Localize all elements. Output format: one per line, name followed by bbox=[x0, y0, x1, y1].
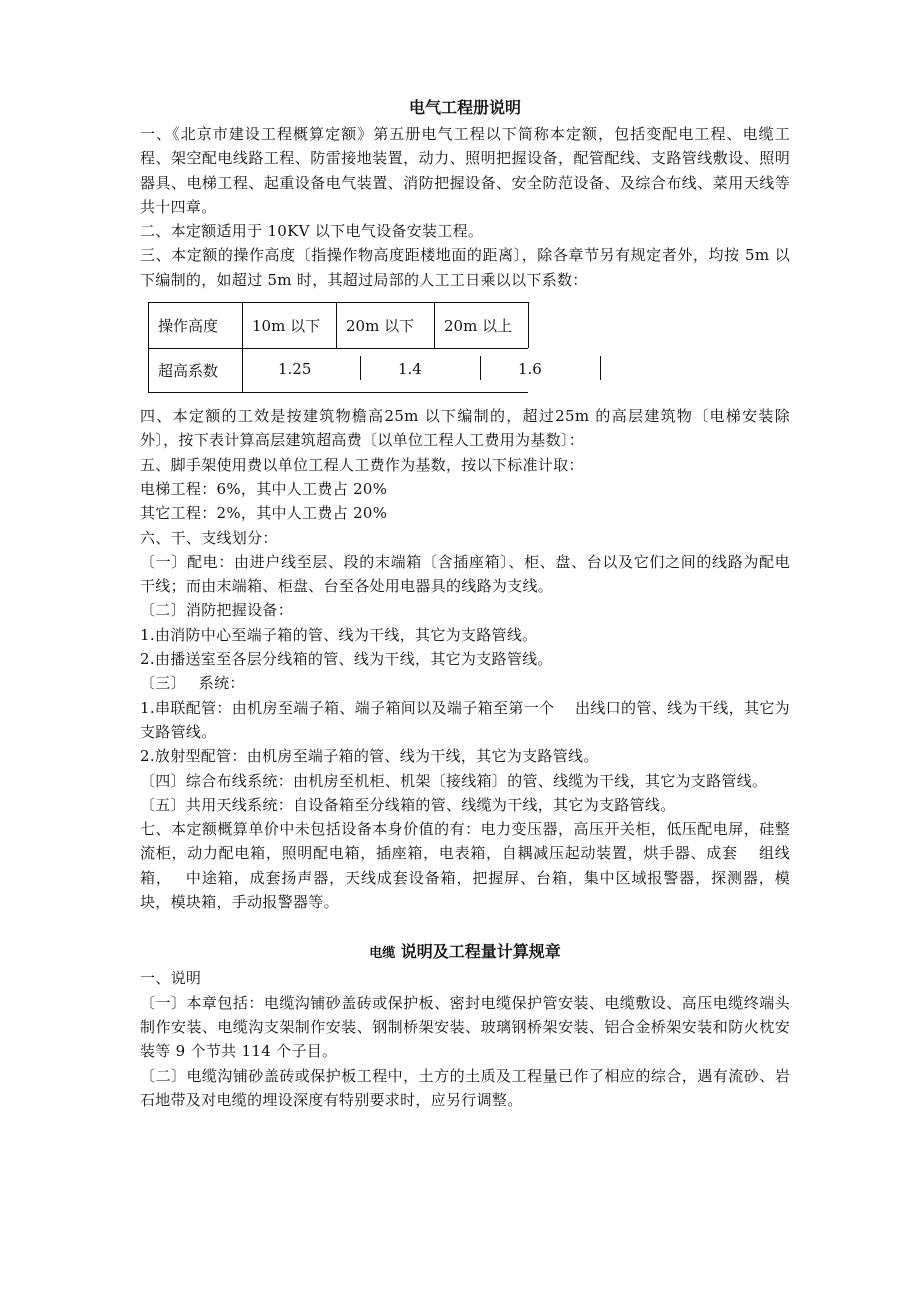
paragraph: 六、干、支线划分： bbox=[140, 528, 278, 547]
table-border-left bbox=[148, 302, 149, 392]
section-title-text: 说明及工程量计算规章 bbox=[395, 942, 561, 962]
table-divider bbox=[242, 348, 243, 392]
table-value-cell: 1.6 bbox=[518, 360, 542, 379]
table-divider bbox=[336, 302, 337, 348]
height-coefficient-table bbox=[148, 296, 608, 396]
paragraph: 1.由消防中心至端子箱的管、线为干线，其它为支路管线。 bbox=[140, 625, 538, 644]
paragraph: 2.由播送室至各层分线箱的管、线为干线，其它为支路管线。 bbox=[140, 650, 553, 669]
paragraph: 〔一〕配电：由进户线至层、段的末端箱〔含插座箱〕、柜、盘、台以及它们之间的线路为配电干线；而由末端箱、柜盘、台至各处用电器具的线路为支线。 bbox=[140, 552, 790, 596]
paragraph: 〔三〕 系统： bbox=[140, 674, 245, 693]
table-value-cell: 1.4 bbox=[398, 360, 422, 379]
paragraph: 一、《北京市建设工程概算定额》第五册电气工程以下简称本定额，包括变配电工程、电缆工程、架空配电线路工程、防雷接地装置，动力、照明把握设备，配管配线、支路管线敷设、照明器具、电梯工程、起重设备电气装置、消防把握设备、安全防范设备、及综合布线、菜用天线等共十四章。 bbox=[140, 125, 790, 216]
paragraph: 〔一〕本章包括：电缆沟铺砂盖砖或保护板、密封电缆保护管安装、电缆敷设、高压电缆终端头制作安装、电缆沟支架制作安装、钢制桥架安装、玻璃钢桥架安装、铝合金桥架安装和防火枕安装等 9 个节共 114 个子目。 bbox=[140, 993, 790, 1061]
document-body bbox=[140, 96, 790, 1112]
table-divider bbox=[242, 302, 243, 348]
section-title bbox=[140, 940, 790, 966]
table-header-cell: 20m 以上 bbox=[444, 317, 513, 336]
table-border-middle bbox=[148, 348, 528, 349]
paragraph: 〔二〕消防把握设备： bbox=[140, 601, 294, 620]
paragraph: 2.放射型配管：由机房至端子箱的管、线为干线，其它为支路管线。 bbox=[140, 747, 599, 766]
table-header-cell: 操作高度 bbox=[158, 317, 219, 336]
table-divider bbox=[480, 356, 481, 380]
paragraph: 五、脚手架使用费以单位工程人工费作为基数，按以下标准计取： bbox=[140, 455, 584, 474]
section-intro bbox=[140, 122, 790, 292]
page-title: 电气工程册说明 bbox=[408, 98, 521, 117]
paragraph: 七、本定额概算单价中未包括设备本身价值的有：电力变压器，高压开关柜，低压配电屏，硅整流柜，动力配电箱，照明配电箱，插座箱，电表箱，自耦减压起动装置，烘手器、成套 组线箱， 中途箱，成套扬声器，天线成套设备箱，把握屏、台箱，集中区域报警器，探测器，模块，模块箱，手动报警器等。 bbox=[140, 820, 790, 912]
table-border-top bbox=[148, 302, 528, 303]
paragraph: 四、本定额的工效是按建筑物檐高25m 以下编制的，超过25m 的高层建筑物〔电梯安装除外〕，按下表计算高层建筑超高费〔以单位工程人工费用为基数〕： bbox=[140, 407, 790, 450]
table-divider bbox=[360, 356, 361, 380]
table-divider bbox=[528, 302, 529, 348]
table-header-cell: 10m 以下 bbox=[252, 317, 321, 336]
table-border-bottom bbox=[148, 392, 528, 393]
paragraph: 〔二〕电缆沟铺砂盖砖或保护板工程中，土方的土质及工程量已作了相应的综合，遇有流砂、岩石地带及对电缆的埋设深度有特别要求时，应另行调整。 bbox=[140, 1066, 790, 1109]
paragraph: 一、说明 bbox=[140, 969, 202, 988]
section-title-prefix: 电缆 bbox=[369, 946, 396, 962]
table-divider bbox=[600, 356, 601, 380]
paragraph: 其它工程：2%，其中人工费占 20% bbox=[140, 504, 388, 523]
paragraph: 三、本定额的操作高度〔指操作物高度距楼地面的距离〕，除各章节另有规定者外，均按 5m 以下编制的，如超过 5m 时，其超过局部的人工工日乘以以下系数： bbox=[140, 246, 790, 289]
paragraph: 二、本定额适用于 10KV 以下电气设备安装工程。 bbox=[140, 222, 484, 241]
table-value-cell: 1.25 bbox=[278, 360, 312, 379]
section-rules bbox=[140, 404, 790, 914]
table-row-label: 超高系数 bbox=[158, 362, 219, 381]
table-header-cell: 20m 以下 bbox=[346, 317, 415, 336]
paragraph: 〔四〕综合布线系统：由机房至机柜、机架〔接线箱〕的管、线缆为干线，其它为支路管线。 bbox=[140, 771, 768, 790]
paragraph: 电梯工程：6%，其中人工费占 20% bbox=[140, 479, 388, 498]
paragraph: 1.串联配管：由机房至端子箱、端子箱间以及端子箱至第一个 出线口的管、线为干线，其它为支路管线。 bbox=[140, 698, 790, 741]
paragraph: 〔五〕共用天线系统：自设备箱至分线箱的管、线缆为干线，其它为支路管线。 bbox=[140, 795, 676, 814]
table-divider bbox=[434, 302, 435, 348]
section-cable bbox=[140, 966, 790, 1112]
